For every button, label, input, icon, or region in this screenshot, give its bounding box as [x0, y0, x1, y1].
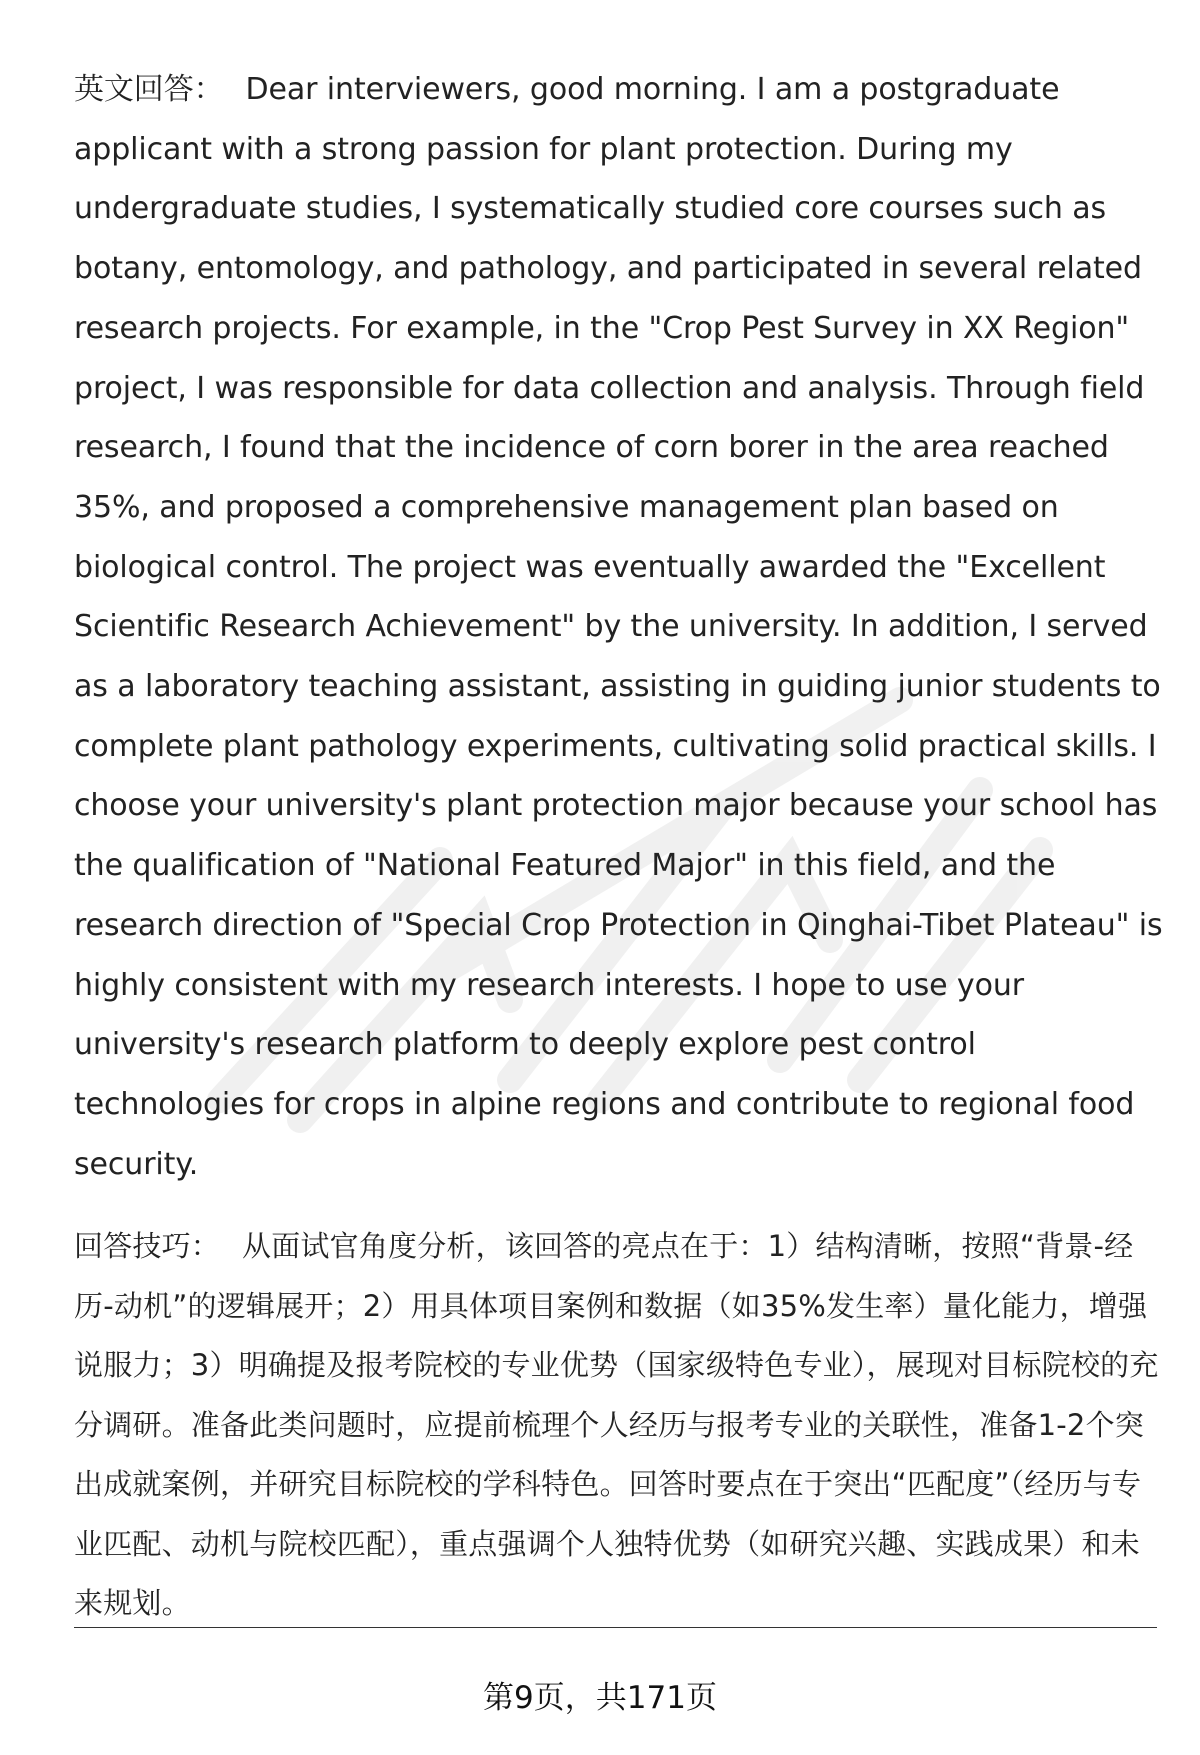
page-number: 第9页，共171页	[483, 1680, 717, 1716]
answer-tips-label: 回答技巧：	[74, 1229, 221, 1264]
answer-tips-text: 从面试官角度分析，该回答的亮点在于：1）结构清晰，按照“背景-经历-动机”的逻辑展开；2）用具体项目案例和数据（如35%发生率）量化能力，增强说服力；3）明确提及报考院校的专业优势（国家级特色专业），展现对目标院校的充分调研。准备此类问题时，应提前梳理个人经历与报考专业的关联性，准备1-2个突出成就案例，并研究目标院校的学科特色。回答时要点在于突出“匹配度”（经历与专业匹配、动机与院校匹配），重点强调个人独特优势（如研究兴趣、实践成果）和未来规划。	[74, 1229, 1159, 1621]
english-answer-label: 英文回答：	[74, 72, 224, 107]
english-answer-text: Dear interviewers, good morning. I am a postgraduate applicant with a strong passion for plant protection. During my undergraduate studies, I systematically studied core courses such as botany, entomology, and pathology, and participated in several related research projects. For example, in the "Crop Pest Survey in XX Region" project, I was responsible for data collection and analysis. Through field research, I found that the incidence of corn borer in the area reached 35%, and proposed a comprehensive management plan based on biological control. The project was eventually awarded the "Excellent Scientific Research Achievement" by the university. In addition, I served as a laboratory teaching assistant, assisting in guiding junior students to complete plant pathology experiments, cultivating solid practical skills. I choose your university's plant protection major because your school has the qualification of "National Featured Major" in this field, and the research direction of "Special Crop Protection in Qinghai-Tibet Plateau" is highly consistent with my research interests. I hope to use your university's research platform to deeply explore pest control technologies for crops in alpine regions and contribute to regional food security.	[74, 72, 1163, 1182]
document-content	[74, 60, 1164, 1634]
answer-tips-paragraph	[74, 1217, 1164, 1634]
footer-divider	[74, 1627, 1157, 1628]
english-answer-paragraph	[74, 60, 1164, 1194]
